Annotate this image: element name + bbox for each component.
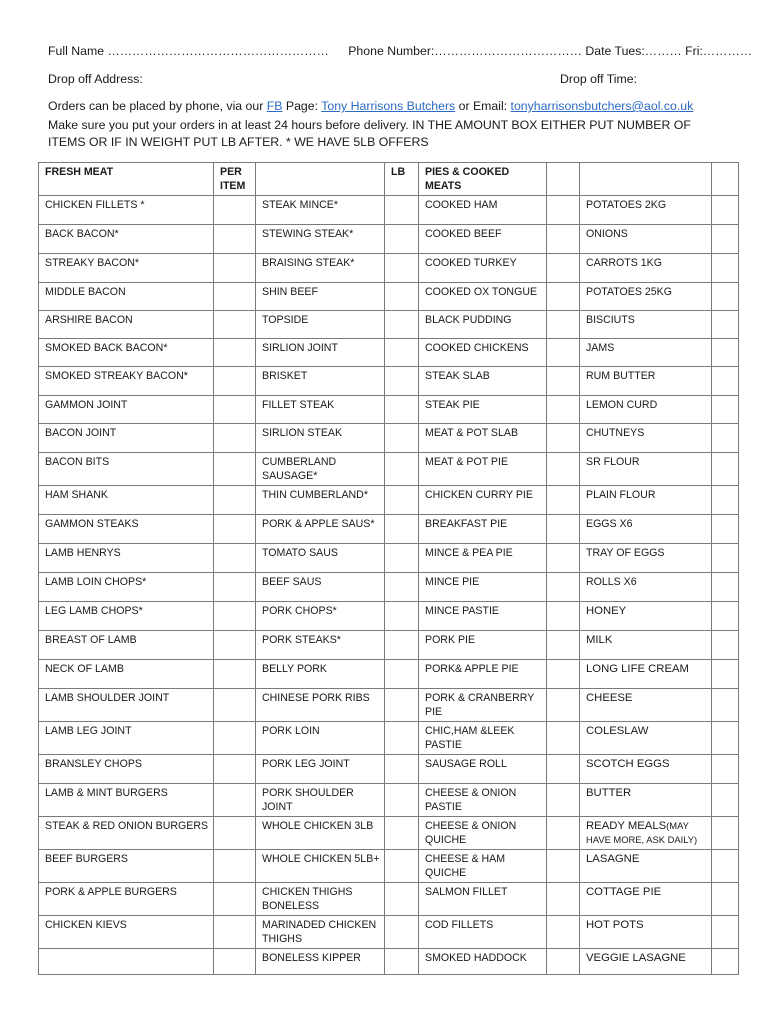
table-row xyxy=(39,660,739,689)
table-row xyxy=(39,573,739,602)
column-header xyxy=(256,163,385,196)
product-cell: ONIONS xyxy=(580,225,712,254)
product-cell: BRISKET xyxy=(256,367,385,396)
product-cell: NECK OF LAMB xyxy=(39,660,214,689)
quantity-cell[interactable] xyxy=(385,453,419,486)
product-cell: EGGS X6 xyxy=(580,515,712,544)
product-cell: TOMATO SAUS xyxy=(256,544,385,573)
table-row xyxy=(39,817,739,850)
quantity-cell[interactable] xyxy=(214,755,256,784)
product-cell: BUTTER xyxy=(580,784,712,817)
product-cell: MINCE PASTIE xyxy=(419,602,547,631)
product-cell: POTATOES 2KG xyxy=(580,196,712,225)
quantity-cell[interactable] xyxy=(712,755,739,784)
product-cell: LAMB LEG JOINT xyxy=(39,722,214,755)
product-cell: TRAY OF EGGS xyxy=(580,544,712,573)
table-row xyxy=(39,850,739,883)
quantity-cell[interactable] xyxy=(385,486,419,515)
product-cell: WHOLE CHICKEN 3LB xyxy=(256,817,385,850)
column-header xyxy=(712,163,739,196)
orders-intro-text: Orders can be placed by phone, via our xyxy=(48,99,264,113)
quantity-cell[interactable] xyxy=(214,196,256,225)
full-name-field[interactable]: Full Name ……………………………………………… xyxy=(48,44,329,58)
ready-meals-label: READY MEALS xyxy=(586,820,667,832)
quantity-cell[interactable] xyxy=(547,817,580,850)
table-row xyxy=(39,339,739,367)
product-cell: RUM BUTTER xyxy=(580,367,712,396)
column-header xyxy=(547,163,580,196)
quantity-cell[interactable] xyxy=(547,225,580,254)
quantity-cell[interactable] xyxy=(712,424,739,453)
product-cell: STEAK PIE xyxy=(419,396,547,424)
product-cell: BACON BITS xyxy=(39,453,214,486)
quantity-cell[interactable] xyxy=(547,755,580,784)
quantity-cell[interactable] xyxy=(712,486,739,515)
quantity-cell[interactable] xyxy=(547,515,580,544)
product-cell: ARSHIRE BACON xyxy=(39,311,214,339)
product-cell: ROLLS X6 xyxy=(580,573,712,602)
quantity-cell[interactable] xyxy=(214,660,256,689)
product-cell: CARROTS 1KG xyxy=(580,254,712,283)
quantity-cell[interactable] xyxy=(214,254,256,283)
product-cell: STEAK & RED ONION BURGERS xyxy=(39,817,214,850)
quantity-cell[interactable] xyxy=(547,883,580,916)
email-label: or Email: xyxy=(458,99,508,113)
product-cell: TOPSIDE xyxy=(256,311,385,339)
quantity-cell[interactable] xyxy=(214,311,256,339)
product-cell: CHEESE & HAM QUICHE xyxy=(419,850,547,883)
quantity-cell[interactable] xyxy=(214,515,256,544)
product-cell: LASAGNE xyxy=(580,850,712,883)
product-cell: LAMB SHOULDER JOINT xyxy=(39,689,214,722)
product-cell: CHUTNEYS xyxy=(580,424,712,453)
quantity-cell[interactable] xyxy=(214,486,256,515)
drop-off-address-field[interactable]: Drop off Address: xyxy=(48,72,143,86)
quantity-cell[interactable] xyxy=(547,784,580,817)
quantity-cell[interactable] xyxy=(385,515,419,544)
table-row xyxy=(39,916,739,949)
quantity-cell[interactable] xyxy=(712,396,739,424)
quantity-cell[interactable] xyxy=(547,689,580,722)
table-row xyxy=(39,515,739,544)
quantity-cell[interactable] xyxy=(712,949,739,975)
product-cell: COLESLAW xyxy=(580,722,712,755)
quantity-cell[interactable] xyxy=(547,283,580,311)
product-cell: COOKED HAM xyxy=(419,196,547,225)
product-cell: CHICKEN FILLETS * xyxy=(39,196,214,225)
table-row xyxy=(39,883,739,916)
quantity-cell[interactable] xyxy=(214,602,256,631)
quantity-cell[interactable] xyxy=(214,283,256,311)
product-cell: LAMB LOIN CHOPS* xyxy=(39,573,214,602)
page-label: Page: xyxy=(285,99,319,113)
product-cell: FILLET STEAK xyxy=(256,396,385,424)
quantity-cell[interactable] xyxy=(214,949,256,975)
table-row xyxy=(39,367,739,396)
quantity-cell[interactable] xyxy=(214,339,256,367)
quantity-cell[interactable] xyxy=(214,225,256,254)
product-cell: MEAT & POT PIE xyxy=(419,453,547,486)
table-row xyxy=(39,755,739,784)
quantity-cell[interactable] xyxy=(385,283,419,311)
quantity-cell[interactable] xyxy=(385,689,419,722)
product-cell: SCOTCH EGGS xyxy=(580,755,712,784)
product-cell: BACON JOINT xyxy=(39,424,214,453)
table-row xyxy=(39,424,739,453)
product-cell: JAMS xyxy=(580,339,712,367)
table-row xyxy=(39,396,739,424)
product-cell: SIRLION JOINT xyxy=(256,339,385,367)
quantity-cell[interactable] xyxy=(712,544,739,573)
product-cell: SHIN BEEF xyxy=(256,283,385,311)
quantity-cell[interactable] xyxy=(712,631,739,660)
product-cell: GAMMON JOINT xyxy=(39,396,214,424)
column-header: PIES & COOKED MEATS xyxy=(419,163,547,196)
quantity-cell[interactable] xyxy=(547,850,580,883)
quantity-cell[interactable] xyxy=(385,254,419,283)
quantity-cell[interactable] xyxy=(214,784,256,817)
product-cell: MARINADED CHICKEN THIGHS xyxy=(256,916,385,949)
column-header: FRESH MEAT xyxy=(39,163,214,196)
quantity-cell[interactable] xyxy=(214,367,256,396)
drop-off-time-field[interactable]: Drop off Time: xyxy=(560,72,637,86)
quantity-cell[interactable] xyxy=(385,544,419,573)
table-row xyxy=(39,949,739,975)
quantity-cell[interactable] xyxy=(712,660,739,689)
date-tues-field[interactable]: Date Tues:……… xyxy=(585,44,682,58)
product-cell: STEWING STEAK* xyxy=(256,225,385,254)
product-cell: SMOKED BACK BACON* xyxy=(39,339,214,367)
product-cell: BRAISING STEAK* xyxy=(256,254,385,283)
product-cell: PORK CHOPS* xyxy=(256,602,385,631)
quantity-cell[interactable] xyxy=(385,631,419,660)
product-cell: MEAT & POT SLAB xyxy=(419,424,547,453)
quantity-cell[interactable] xyxy=(547,660,580,689)
product-cell: COOKED CHICKENS xyxy=(419,339,547,367)
product-cell: BISCIUTS xyxy=(580,311,712,339)
product-cell: PORK LEG JOINT xyxy=(256,755,385,784)
product-cell: LAMB & MINT BURGERS xyxy=(39,784,214,817)
product-cell: BREAKFAST PIE xyxy=(419,515,547,544)
product-cell: GAMMON STEAKS xyxy=(39,515,214,544)
orders-info-line xyxy=(48,99,693,113)
quantity-cell[interactable] xyxy=(385,722,419,755)
quantity-cell[interactable] xyxy=(385,311,419,339)
quantity-cell[interactable] xyxy=(547,254,580,283)
quantity-cell[interactable] xyxy=(214,722,256,755)
product-cell: CHEESE & ONION PASTIE xyxy=(419,784,547,817)
column-header: LB xyxy=(385,163,419,196)
product-cell: STREAKY BACON* xyxy=(39,254,214,283)
quantity-cell[interactable] xyxy=(385,367,419,396)
product-cell: BELLY PORK xyxy=(256,660,385,689)
quantity-cell[interactable] xyxy=(385,916,419,949)
product-cell: SALMON FILLET xyxy=(419,883,547,916)
quantity-cell[interactable] xyxy=(214,424,256,453)
product-cell: MINCE & PEA PIE xyxy=(419,544,547,573)
column-header xyxy=(580,163,712,196)
quantity-cell[interactable] xyxy=(214,631,256,660)
product-cell: POTATOES 25KG xyxy=(580,283,712,311)
ready-meals-note: (MAY HAVE MORE, ASK DAILY) xyxy=(586,820,698,845)
product-cell: SAUSAGE ROLL xyxy=(419,755,547,784)
quantity-cell[interactable] xyxy=(214,544,256,573)
quantity-cell[interactable] xyxy=(547,311,580,339)
quantity-cell[interactable] xyxy=(385,817,419,850)
quantity-cell[interactable] xyxy=(385,396,419,424)
quantity-cell[interactable] xyxy=(712,254,739,283)
quantity-cell[interactable] xyxy=(385,339,419,367)
quantity-cell[interactable] xyxy=(547,396,580,424)
product-cell xyxy=(39,949,214,975)
quantity-cell[interactable] xyxy=(547,949,580,975)
instructions-line-2: ITEMS OR IF IN WEIGHT PUT LB AFTER. * WE HAVE 5LB OFFERS xyxy=(48,135,429,149)
quantity-cell[interactable] xyxy=(547,339,580,367)
quantity-cell[interactable] xyxy=(712,722,739,755)
quantity-cell[interactable] xyxy=(547,453,580,486)
product-cell: PORK PIE xyxy=(419,631,547,660)
product-cell: COOKED BEEF xyxy=(419,225,547,254)
product-cell: BRANSLEY CHOPS xyxy=(39,755,214,784)
product-cell: STEAK MINCE* xyxy=(256,196,385,225)
quantity-cell[interactable] xyxy=(547,544,580,573)
product-cell: LEMON CURD xyxy=(580,396,712,424)
product-cell: CHINESE PORK RIBS xyxy=(256,689,385,722)
quantity-cell[interactable] xyxy=(547,602,580,631)
quantity-cell[interactable] xyxy=(385,784,419,817)
quantity-cell[interactable] xyxy=(214,689,256,722)
quantity-cell[interactable] xyxy=(214,817,256,850)
quantity-cell[interactable] xyxy=(712,850,739,883)
table-row xyxy=(39,254,739,283)
product-cell: BLACK PUDDING xyxy=(419,311,547,339)
fb-link[interactable]: FB xyxy=(266,99,283,113)
product-cell: BACK BACON* xyxy=(39,225,214,254)
quantity-cell[interactable] xyxy=(385,196,419,225)
table-row xyxy=(39,225,739,254)
product-cell: SMOKED STREAKY BACON* xyxy=(39,367,214,396)
quantity-cell[interactable] xyxy=(214,916,256,949)
product-cell: PORK LOIN xyxy=(256,722,385,755)
quantity-cell[interactable] xyxy=(547,424,580,453)
product-cell: MIDDLE BACON xyxy=(39,283,214,311)
quantity-cell[interactable] xyxy=(214,396,256,424)
quantity-cell[interactable] xyxy=(385,850,419,883)
table-row xyxy=(39,196,739,225)
header-line-name-phone-date xyxy=(48,44,752,58)
column-header: PER ITEM xyxy=(214,163,256,196)
quantity-cell[interactable] xyxy=(214,573,256,602)
quantity-cell[interactable] xyxy=(547,486,580,515)
product-cell: BREAST OF LAMB xyxy=(39,631,214,660)
table-row xyxy=(39,602,739,631)
product-cell: CHICKEN THIGHS BONELESS xyxy=(256,883,385,916)
product-cell: HOT POTS xyxy=(580,916,712,949)
quantity-cell[interactable] xyxy=(214,453,256,486)
quantity-cell[interactable] xyxy=(712,602,739,631)
product-cell: CHICKEN KIEVS xyxy=(39,916,214,949)
product-cell: LEG LAMB CHOPS* xyxy=(39,602,214,631)
quantity-cell[interactable] xyxy=(712,784,739,817)
quantity-cell[interactable] xyxy=(385,755,419,784)
quantity-cell[interactable] xyxy=(214,850,256,883)
product-cell: PORK& APPLE PIE xyxy=(419,660,547,689)
quantity-cell[interactable] xyxy=(385,424,419,453)
table-row xyxy=(39,631,739,660)
quantity-cell[interactable] xyxy=(385,225,419,254)
quantity-cell[interactable] xyxy=(385,602,419,631)
quantity-cell[interactable] xyxy=(547,916,580,949)
date-fri-field[interactable]: Fri:………… xyxy=(685,44,753,58)
product-cell: BEEF SAUS xyxy=(256,573,385,602)
quantity-cell[interactable] xyxy=(712,283,739,311)
product-cell: LONG LIFE CREAM xyxy=(580,660,712,689)
quantity-cell[interactable] xyxy=(712,817,739,850)
product-cell: COTTAGE PIE xyxy=(580,883,712,916)
quantity-cell[interactable] xyxy=(712,453,739,486)
quantity-cell[interactable] xyxy=(385,883,419,916)
quantity-cell[interactable] xyxy=(712,916,739,949)
table-row xyxy=(39,283,739,311)
quantity-cell[interactable] xyxy=(547,573,580,602)
product-cell: CHIC,HAM &LEEK PASTIE xyxy=(419,722,547,755)
product-cell: PLAIN FLOUR xyxy=(580,486,712,515)
product-cell: CHICKEN CURRY PIE xyxy=(419,486,547,515)
quantity-cell[interactable] xyxy=(712,196,739,225)
quantity-cell[interactable] xyxy=(547,631,580,660)
quantity-cell[interactable] xyxy=(712,883,739,916)
quantity-cell[interactable] xyxy=(547,722,580,755)
quantity-cell[interactable] xyxy=(712,367,739,396)
product-cell: LAMB HENRYS xyxy=(39,544,214,573)
product-cell: HONEY xyxy=(580,602,712,631)
product-cell: PORK & APPLE SAUS* xyxy=(256,515,385,544)
product-cell: SMOKED HADDOCK xyxy=(419,949,547,975)
table-header-row xyxy=(39,163,739,196)
table-row xyxy=(39,453,739,486)
quantity-cell[interactable] xyxy=(712,573,739,602)
product-cell: BEEF BURGERS xyxy=(39,850,214,883)
instructions-line-1: Make sure you put your orders in at least 24 hours before delivery. IN THE AMOUNT BOX EITHER PUT NUMBER OF xyxy=(48,118,691,132)
product-cell: WHOLE CHICKEN 5LB+ xyxy=(256,850,385,883)
table-row xyxy=(39,544,739,573)
email-link[interactable]: tonyharrisonsbutchers@aol.co.uk xyxy=(510,99,694,113)
quantity-cell[interactable] xyxy=(385,573,419,602)
product-cell: CHEESE & ONION QUICHE xyxy=(419,817,547,850)
quantity-cell[interactable] xyxy=(712,515,739,544)
quantity-cell[interactable] xyxy=(385,949,419,975)
quantity-cell[interactable] xyxy=(712,339,739,367)
product-cell: COD FILLETS xyxy=(419,916,547,949)
order-table xyxy=(38,162,739,975)
table-row xyxy=(39,784,739,817)
product-cell: CHEESE xyxy=(580,689,712,722)
quantity-cell[interactable] xyxy=(712,689,739,722)
quantity-cell[interactable] xyxy=(712,311,739,339)
product-cell: PORK & APPLE BURGERS xyxy=(39,883,214,916)
table-row xyxy=(39,311,739,339)
quantity-cell[interactable] xyxy=(214,883,256,916)
quantity-cell[interactable] xyxy=(547,367,580,396)
product-cell: MILK xyxy=(580,631,712,660)
product-cell: PORK SHOULDER JOINT xyxy=(256,784,385,817)
product-cell: COOKED OX TONGUE xyxy=(419,283,547,311)
product-cell xyxy=(580,817,712,850)
product-cell: PORK & CRANBERRY PIE xyxy=(419,689,547,722)
page-link[interactable]: Tony Harrisons Butchers xyxy=(321,99,456,113)
quantity-cell[interactable] xyxy=(547,196,580,225)
product-cell: SIRLION STEAK xyxy=(256,424,385,453)
product-cell: CUMBERLAND SAUSAGE* xyxy=(256,453,385,486)
product-cell: MINCE PIE xyxy=(419,573,547,602)
table-row xyxy=(39,722,739,755)
phone-number-field[interactable]: Phone Number:……………………………… xyxy=(348,44,582,58)
quantity-cell[interactable] xyxy=(712,225,739,254)
order-table-body xyxy=(39,163,739,975)
product-cell: THIN CUMBERLAND* xyxy=(256,486,385,515)
table-row xyxy=(39,689,739,722)
product-cell: PORK STEAKS* xyxy=(256,631,385,660)
quantity-cell[interactable] xyxy=(385,660,419,689)
product-cell: VEGGIE LASAGNE xyxy=(580,949,712,975)
table-row xyxy=(39,486,739,515)
product-cell: HAM SHANK xyxy=(39,486,214,515)
product-cell: COOKED TURKEY xyxy=(419,254,547,283)
product-cell: BONELESS KIPPER xyxy=(256,949,385,975)
product-cell: STEAK SLAB xyxy=(419,367,547,396)
product-cell: SR FLOUR xyxy=(580,453,712,486)
